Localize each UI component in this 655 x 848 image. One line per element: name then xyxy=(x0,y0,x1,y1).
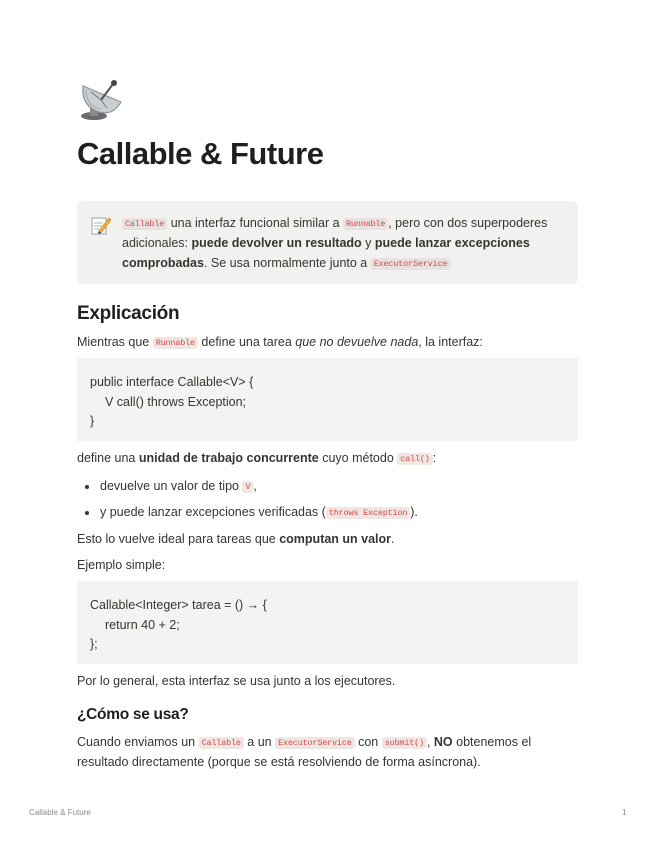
inline-code: Callable xyxy=(122,218,167,230)
section-heading-explicacion: Explicación xyxy=(77,303,180,324)
page-title: Callable & Future xyxy=(77,136,324,171)
inline-code: call() xyxy=(397,453,432,465)
callout-box xyxy=(77,201,578,284)
callout-text: Callable una interfaz funcional similar a Runnable , pero con dos superpoderes adicionales: puede devolver un resultado y puede lanzar excepciones comprobadas. Se usa normalmente junto a ExecutorService xyxy=(122,216,548,270)
paragraph-definition: define una unidad de trabajo concurrente cuyo método call() : xyxy=(77,451,437,465)
bullet-icon xyxy=(85,511,89,515)
paragraph-ejemplo: Ejemplo simple: xyxy=(77,558,166,572)
list-item: devuelve un valor de tipo V , xyxy=(77,477,418,503)
inline-code: Runnable xyxy=(153,337,198,349)
memo-icon xyxy=(90,214,112,236)
paragraph-como: Cuando enviamos un Callable a un ExecutorService con submit() , NO obtenemos el resultado directamente (porque se está resolviendo de forma asíncrona). xyxy=(77,735,532,770)
section-heading-como: ¿Cómo se usa? xyxy=(77,706,189,723)
page-number: 1 xyxy=(622,808,627,817)
footer-title: Callable & Future xyxy=(29,808,91,817)
paragraph-ideal: Esto lo vuelve ideal para tareas que computan un valor. xyxy=(77,532,395,546)
bullet-list xyxy=(77,477,418,529)
inline-code: V xyxy=(242,481,253,493)
bullet-icon xyxy=(85,485,89,489)
satellite-dish-icon xyxy=(77,76,125,124)
inline-code: Runnable xyxy=(343,218,388,230)
inline-code: ExecutorService xyxy=(371,258,451,270)
inline-code: Callable xyxy=(199,737,244,749)
paragraph-intro: Mientras que Runnable define una tarea que no devuelve nada, la interfaz: xyxy=(77,335,483,349)
inline-code: submit() xyxy=(382,737,427,749)
inline-code: ExecutorService xyxy=(275,737,355,749)
code-block-interface: public interface Callable<V> { V call() throws Exception; } xyxy=(77,358,578,441)
list-item: y puede lanzar excepciones verificadas ( throws Exception ). xyxy=(77,503,418,529)
inline-code: throws Exception xyxy=(326,507,410,519)
code-block-example: Callable<Integer> tarea = () → { return 40 + 2; }; xyxy=(77,581,578,664)
paragraph-general: Por lo general, esta interfaz se usa junto a los ejecutores. xyxy=(77,674,396,688)
